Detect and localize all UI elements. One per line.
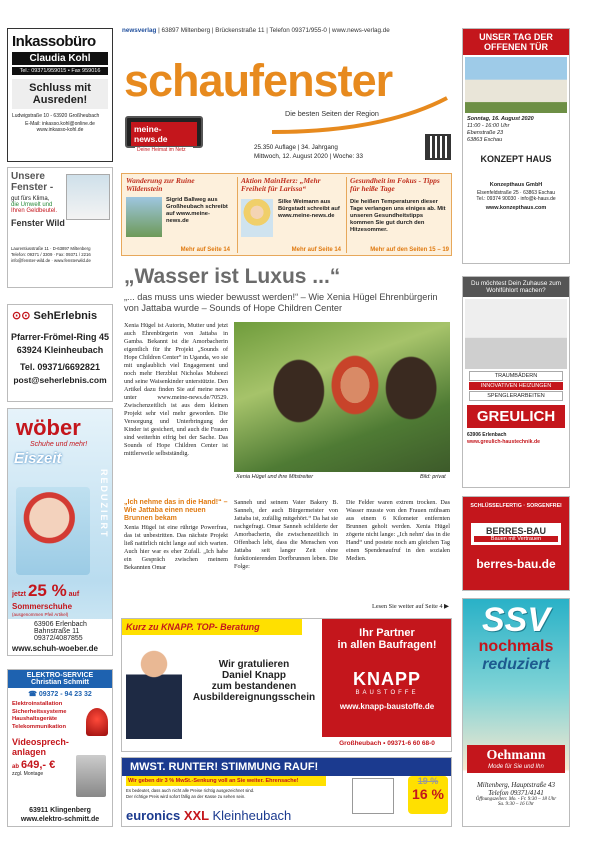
oehmann-hours-1: Öffnungszeiten: Mo. - Fr. 9:30 – 18 Uhr [475, 797, 557, 802]
greulich-city: 63906 Erlenbach [467, 432, 507, 438]
article-column-1b: Xenia Hügel ist eine rührige Powerfrau, das ist unbestritten. Das nächste Projekt ließ natürlich nicht lange auf sich warten. Auch hier war es eher Zufall. „Ich habe ein Gespräch zwischen meinem Bekannten Omar [124, 524, 228, 571]
oehmann-hours-2: Sa. 9:30 – 16 Uhr [498, 802, 534, 807]
date-line: Mittwoch, 12. August 2020 | Woche: 33 [254, 153, 363, 160]
seherlebnis-brand [12, 309, 112, 322]
oehmann-ssv: SSV [481, 601, 551, 639]
inkasso-slogan-2: Ausreden! [32, 94, 88, 106]
glasses-icon: ⊙⊙ [12, 310, 31, 322]
euronics-small-2: Der richtige Preis wird sofort fällig an der Kasse zu sehen sein. [126, 794, 246, 799]
ad-inkasso[interactable] [7, 28, 113, 162]
greulich-web: www.greulich-haustechnik.de [467, 439, 541, 445]
euronics-badge-old: 19 % [417, 776, 439, 786]
knapp-partner-1: Ihr Partner [359, 627, 415, 639]
teaser-photo [241, 199, 273, 237]
konzept-address: Elsenfeldstraße 25 · 63863 Eschau [476, 190, 556, 196]
elektro-title: ELEKTRO-SERVICE [26, 672, 94, 679]
fenster-tel: Telefon: 09371 / 3309 · Fax: 09371 / 2216 [11, 252, 91, 257]
fenster-address: Laurentiusstraße 11 · D-63897 Miltenberg [11, 246, 91, 251]
konzept-banner-2: OFFENEN TÜR [484, 42, 548, 52]
oehmann-tel: Telefon 09371/4141 [488, 789, 544, 797]
article-column-3: Die Felder waren extrem trocken. Das Wasser musste von den Frauen mühsam aus einem 6 Kilometer entfernten Brunnen geholt werden. Xenia Hügel zögerte nicht lange: „Ich nehm' das in die Hand“ und postete noch am gleichen Tag einen Spendenaufruf in den sozialen Medien. [346, 499, 450, 562]
teaser[interactable] [126, 177, 230, 253]
knapp-right-panel [322, 619, 452, 737]
berres-brand: BERRES-BAU [485, 526, 546, 536]
woeber-street: Bahnstraße 11 [34, 628, 80, 635]
inkasso-slogan [12, 79, 108, 109]
teaser-more: Mehr auf Seite 14 [180, 247, 230, 253]
euronics-small-1: Es bedeutet, dass auch nicht alle Preise richtig ausgezeichnet sind. [126, 788, 255, 793]
berres-logo [471, 523, 561, 545]
konzept-event [467, 116, 565, 144]
fenster-text-2: die Umwelt und [11, 202, 53, 208]
fenster-text-3: Ihren Geldbeutel. [11, 208, 58, 214]
publisher-name: newsverlag [122, 27, 157, 34]
fenster-brand: Fenster Wild [11, 218, 65, 228]
ad-elektro-schmitt[interactable] [7, 669, 113, 827]
konzept-banner [463, 29, 569, 55]
inkasso-name: Claudia Kohl [12, 52, 108, 65]
greulich-label-3: SPENGLERARBEITEN [469, 391, 563, 401]
greulich-brand: GREULICH [467, 405, 565, 428]
ad-oehmann[interactable] [462, 598, 570, 827]
teaser-text: Die heißen Temperaturen dieser Tage verlangen uns einiges ab. Mit unseren Gesundheitstipps kommen Sie gut durch den Hitzesommer. [350, 199, 446, 233]
euronics-badge [408, 776, 448, 814]
konzept-tel: Tel.: 09374 90030 · info@k-haus.de [476, 196, 556, 202]
fenster-title-1: Unsere [11, 171, 45, 182]
woeber-discount-prefix: jetzt [12, 591, 26, 598]
inkasso-web: www.inkasso-kohl.de [36, 127, 84, 133]
euronics-brand: euronics [126, 808, 181, 823]
knapp-photo [126, 639, 182, 739]
knapp-banner: Kurz zu KNAPP. TOP- Beratung [122, 619, 302, 635]
fenster-text-1: gut fürs Klima, [11, 196, 50, 202]
elektro-service: Telekommunikation [12, 723, 67, 730]
euronics-sub: Wir geben dir 3 % MwSt.-Senkung voll an Sie weiter. Ehrensache! [126, 776, 326, 786]
teaser-photo [126, 197, 162, 237]
ad-konzepthaus[interactable] [462, 28, 570, 264]
teaser-more: Mehr auf Seite 14 [291, 247, 341, 253]
publisher-line [122, 27, 390, 34]
greulich-label-1: TRAUMBÄDERN [469, 371, 563, 381]
konzept-brand: KONZEPT HAUS [480, 154, 552, 164]
seherlebnis-city: 63924 Kleinheubach [16, 345, 104, 355]
elektro-city: 63911 Klingenberg [29, 807, 91, 814]
article-column-2: Sanneh und seinem Vater Bakery B. Sanneh, der auch Bürgermeister von Jattaba ist, zufällig mitgehört.“ Da hat sie nachgefragt. Omar Sanneh schilderte der Amorbacherin, die zwischenzeitlich in Offenbach lebt, dass die Menschen von Jattaba seit langer Zeit ohne funktionierenden Dorfbrunnen leben. Die Folge: [234, 499, 338, 570]
oehmann-reduziert: reduziert [482, 656, 550, 673]
knapp-footer: Großheubach • 09371-6 60 68-0 [322, 737, 452, 747]
meine-news-logo [125, 116, 203, 153]
slogan: Die besten Seiten der Region [285, 109, 379, 118]
house-photo [465, 57, 567, 113]
photo-caption: Xenia Hügel und ihre Mitstreiter [236, 474, 314, 480]
meine-news-label: meine-news.de [131, 122, 197, 146]
woeber-side-text: REDUZIERT [99, 469, 109, 539]
euronics-badge-new: 16 % [412, 786, 444, 802]
newspaper-logo: schaufenster [124, 55, 393, 106]
article-column-1: Xenia Hügel ist Autorin, Mutter und jetzt auch Ehrenbürgerin von Jattaba in Gamba. Bekannt ist die Amorbacherin eigentlich für ihr Projekt „Sounds of Hope Children Center“ in Uganda, wo sie mit unglaublich viel Engagement und noch mehr Herzblut Nicholas Mubeezi und seine Waisenkinder unterstützte. Den Artikel dazu finden Sie auf meine news unter www.meine-news.de/70529. Zwischenzeitlich ist aus dem kleinen Projekt sehr viel mehr geworden. Die Versorgung und Unterbringung der Kinder ist gesichert, und auch die Frauen sind weiterhin eifrig bei der Sache. Das Sounds of Hope Children Center ist mittlerweile selbstständig. [124, 322, 228, 457]
woeber-season: Sommerschuhe [12, 602, 73, 611]
konzept-company: Konzepthaus GmbH [489, 182, 543, 188]
article-subheadline: „... das muss uns wieder bewusst werden!“ – Wie Xenia Hügel Ehrenbürgerin von Jattaba wurde – Sounds of Hope Children Center [124, 292, 438, 313]
ad-woeber[interactable] [7, 408, 113, 656]
masthead [122, 26, 452, 164]
teaser-text: Silke Weimann aus Bürgstadt schreibt auf www.meine-news.de [278, 199, 340, 219]
inkasso-tel: Tel.: 09371/959015 • Fax 959016 [12, 67, 108, 75]
oehmann-brand: Oehmann [486, 748, 546, 763]
konzept-street: Ebenstraße 23 [467, 130, 504, 136]
woeber-city: 63906 Erlenbach [34, 621, 87, 628]
euronics-city: Kleinheubach [212, 808, 292, 823]
konzept-date: Sonntag, 16. August 2020 [467, 116, 534, 122]
photo-credit: Bild: privat [420, 474, 446, 480]
teaser[interactable] [237, 177, 341, 253]
elektro-service: Sicherheitssysteme [12, 708, 67, 715]
bathroom-photo [465, 299, 567, 369]
woeber-season-sub: (ausgenommen Pfeil Artikel) [12, 612, 69, 617]
oehmann-logo [467, 745, 565, 773]
teaser-box [121, 173, 452, 256]
konzept-banner-1: UNSER TAG DER [479, 32, 553, 42]
woeber-discount [12, 581, 79, 601]
teaser-title: Aktion MainHerz: „Mehr Freiheit für Larissa“ [241, 176, 321, 193]
edition-line: 25.350 Auflage | 34. Jahrgang [254, 144, 338, 151]
berres-tagline: Bauen mit Vertrauen [474, 536, 558, 542]
article-photo [234, 322, 450, 472]
fenster-title-2: Fenster - [11, 182, 54, 193]
knapp-brand: KNAPP [352, 669, 421, 689]
euronics-title: MWST. RUNTER! STIMMUNG RAUF! [122, 758, 452, 776]
berres-top: SCHLÜSSELFERTIG · SORGENFREI [470, 503, 562, 509]
konzept-city: 63863 Eschau [467, 137, 503, 143]
teaser-title: Wanderung zur Ruine Wildenstein [126, 176, 195, 193]
fenster-web: info@fenster-wild.de · www.fensterwild.de [11, 258, 91, 263]
teaser-more: Mehr auf den Seiten 15 – 19 [370, 247, 449, 253]
woeber-script: Eiszeit [14, 450, 62, 467]
knapp-partner-2: in allen Baufragen! [337, 639, 437, 651]
elektro-service: Elektroinstallation [12, 701, 63, 707]
elektro-price-sub: zzgl. Montage [12, 771, 44, 777]
woeber-discount-suffix: auf [68, 591, 80, 598]
woeber-web[interactable]: www.schuh-woeber.de [12, 644, 98, 653]
ad-fenster-wild[interactable] [7, 167, 113, 288]
seherlebnis-brand-label: SehErlebnis [33, 310, 98, 322]
elektro-price-prefix: ab [12, 764, 20, 770]
article-headline: „Wasser ist Luxus ...“ [124, 265, 341, 288]
woeber-tagline: Schuhe und mehr! [30, 441, 88, 448]
euronics-brand-xxl: XXL [183, 808, 209, 823]
ad-seherlebnis[interactable] [7, 304, 113, 402]
woman-photo [16, 487, 90, 575]
woeber-discount-value: 25 % [27, 581, 67, 600]
knapp-web: www.knapp-baustoffe.de [339, 702, 435, 711]
oehmann-address: Miltenberg, Hauptstraße 43 [476, 781, 556, 789]
teaser[interactable] [346, 177, 449, 253]
knapp-congrats-2: Daniel Knapp [222, 670, 286, 681]
publisher-address: | 63897 Miltenberg | Brückenstraße 11 | Telefon 09371/955-0 | www.news-verlag.de [158, 27, 390, 34]
alarm-light-icon [86, 708, 108, 736]
konzept-web: www.konzepthaus.com [485, 205, 547, 211]
seherlebnis-tel: Tel. 09371/6692821 [20, 362, 100, 372]
price-tag-icon [352, 778, 394, 814]
article-subhead: „Ich nehme das in die Hand!“ – Wie Jattaba einen neuen Brunnen bekam [124, 499, 228, 522]
knapp-congrats-1: Wir gratulieren [218, 659, 290, 670]
euronics-brand-line [126, 808, 291, 823]
elektro-header [8, 670, 112, 688]
ad-euronics[interactable] [121, 757, 452, 827]
elektro-video-title: Videosprech-anlagen [12, 737, 69, 757]
woeber-brand: wöber [16, 415, 81, 440]
teaser-title: Gesundheit im Fokus - Tipps für heiße Tage [350, 176, 440, 193]
oehmann-nochmals: nochmals [478, 638, 554, 655]
inkasso-slogan-1: Schluss mit [29, 82, 91, 94]
inkasso-title: Inkassobüro [12, 33, 96, 50]
greulich-question: Du möchtest Dein Zuhause zum Wohlfühlort machen? [463, 277, 569, 297]
inkasso-email: E-Mail: inkasso.kohl@online.de [25, 121, 95, 127]
ad-greulich[interactable] [462, 276, 570, 488]
berres-web: berres-bau.de [476, 557, 556, 571]
seherlebnis-street: Pfarrer-Frömel-Ring 45 [10, 332, 110, 342]
continue-link[interactable]: Lesen Sie weiter auf Seite 4 ▶ [372, 603, 449, 610]
elektro-price-value: 649,- € [20, 759, 56, 771]
qr-code-icon[interactable] [425, 134, 451, 160]
knapp-congrats [186, 659, 322, 703]
knapp-congrats-3: zum bestandenen [211, 681, 297, 692]
intercom-photo [76, 755, 106, 797]
knapp-brand-sub: BAUSTOFFE [355, 690, 419, 696]
elektro-name: Christian Schmitt [31, 679, 89, 686]
elektro-web: www.elektro-schmitt.de [20, 816, 100, 823]
oehmann-contact [463, 781, 569, 807]
ad-berres-bau[interactable] [462, 496, 570, 591]
inkasso-address: Ludwigstraße 10 - 63920 Großheubach [12, 113, 100, 119]
seherlebnis-email: post@seherlebnis.com [13, 375, 107, 385]
teaser-text: Sigrid Ballweg aus Großheubach schreibt auf www.meine-news.de [166, 197, 228, 224]
konzept-time: 11:00 - 16:00 Uhr [467, 123, 510, 129]
window-photo [66, 174, 110, 220]
greulich-label-2: INNOVATIVEN HEIZUNGEN [469, 382, 563, 390]
knapp-congrats-4: Ausbildereignungsschein [192, 692, 316, 703]
meine-news-sub: Deine Heimat im Netz [135, 147, 193, 153]
oehmann-tagline: Mode für Sie und Ihn [488, 764, 544, 770]
ad-knapp[interactable] [121, 618, 452, 752]
woeber-tel: 09372/4087855 [34, 635, 83, 642]
elektro-tel: ☎ 09372 - 94 23 32 [28, 691, 92, 698]
elektro-service: Haushaltsgeräte [12, 716, 58, 722]
